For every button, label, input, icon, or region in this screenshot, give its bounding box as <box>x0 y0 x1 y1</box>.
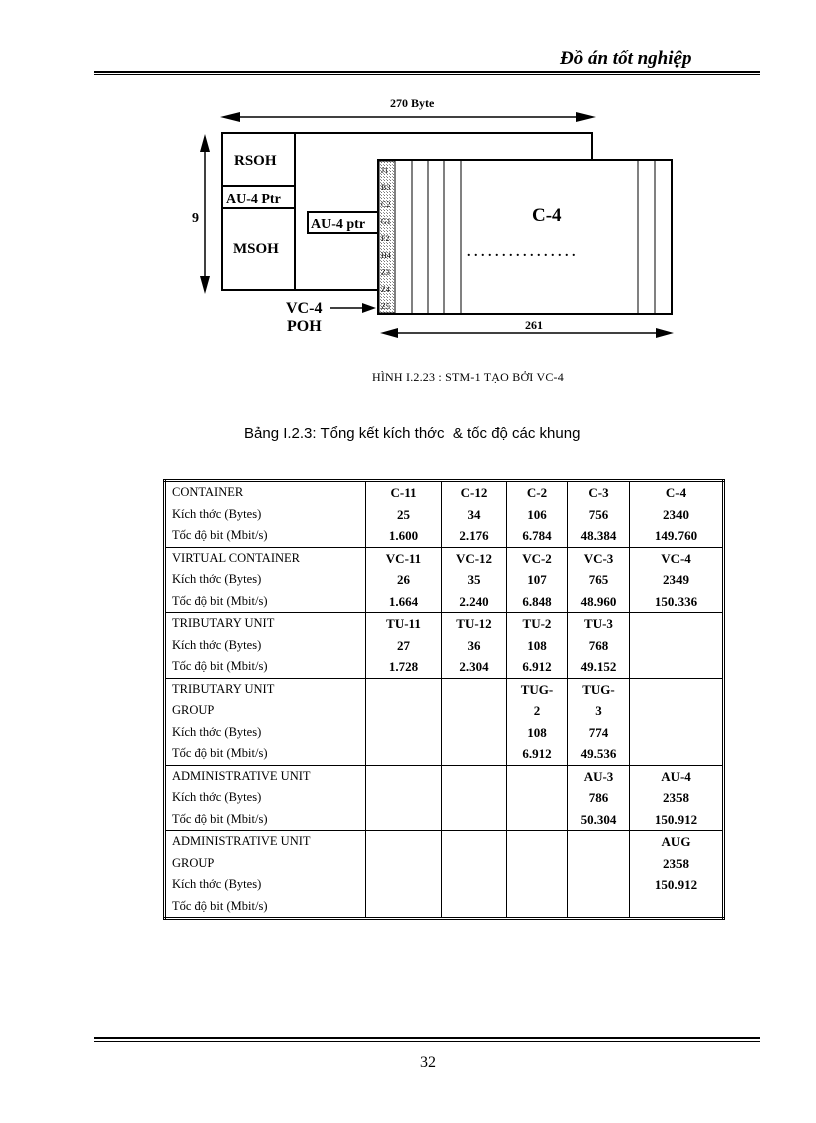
cell-value: TUG- <box>520 681 554 697</box>
row-label: Tốc độ bit (Mbit/s) <box>172 528 268 542</box>
cell-value: C-11 <box>390 485 417 500</box>
cell-value: 786 <box>588 790 609 805</box>
stm1-frame-diagram <box>0 0 816 360</box>
cell-value: 35 <box>467 572 481 587</box>
row-label: Kích thớc (Bytes) <box>172 877 262 891</box>
row-label: Tốc độ bit (Mbit/s) <box>172 746 268 760</box>
row-label: Kích thớc (Bytes) <box>172 724 262 739</box>
cell-value: 106 <box>527 506 547 522</box>
cell-value: 2358 <box>663 855 689 871</box>
cell-value: C-12 <box>460 485 488 500</box>
value-cell <box>630 481 724 548</box>
au4-ptr-label: AU-4 Ptr <box>226 192 281 207</box>
cell-value: 1.664 <box>388 593 419 609</box>
cell-value: 50.304 <box>580 811 617 827</box>
poh-byte: G1 <box>381 217 391 226</box>
cell-value: TU-3 <box>584 616 613 631</box>
group-heading: VIRTUAL CONTAINER <box>172 550 300 565</box>
row-label: Kích thớc (Bytes) <box>172 637 262 652</box>
cell-value: 48.960 <box>580 593 617 609</box>
value-cell <box>630 547 724 613</box>
cell-value: 150.912 <box>654 811 698 827</box>
cell-value: 149.760 <box>654 528 698 543</box>
value-cell <box>366 547 442 613</box>
value-cell <box>366 678 442 765</box>
cell-value: TU-11 <box>386 616 421 631</box>
width-arrow-left-head <box>220 112 240 122</box>
cell-value: 25 <box>397 506 410 522</box>
value-cell <box>442 481 507 548</box>
cell-value: AUG <box>661 834 691 849</box>
cell-value: TUG- <box>582 681 615 697</box>
cell-value: AU-4 <box>661 768 691 784</box>
value-cell <box>568 613 630 679</box>
payload-arrow-left-head <box>380 328 398 338</box>
cell-value: VC-12 <box>455 550 493 566</box>
cell-value: 49.536 <box>580 746 617 761</box>
cell-value: 150.912 <box>654 877 698 892</box>
cell-value: TU-2 <box>522 616 552 631</box>
table-group-row <box>165 678 724 765</box>
payload-arrow-right-head <box>656 328 674 338</box>
cell-value: 2.304 <box>459 659 489 674</box>
c4-label: C-4 <box>532 205 562 226</box>
row-label: Tốc độ bit (Mbit/s) <box>172 811 268 826</box>
cell-value: 108 <box>527 637 547 653</box>
row-label: Tốc độ bit (Mbit/s) <box>172 593 268 608</box>
cell-value: C-4 <box>665 485 687 500</box>
row-label: GROUP <box>172 703 215 717</box>
cell-value: 768 <box>588 637 609 653</box>
poh-byte: J1 <box>381 166 389 175</box>
table-group-row <box>165 765 724 831</box>
value-cell <box>507 481 568 548</box>
row-label: Tốc độ bit (Mbit/s) <box>172 659 268 673</box>
rows-arrow-bottom-head <box>200 276 210 294</box>
value-cell <box>630 678 724 765</box>
cell-value: 2 <box>533 703 541 718</box>
cell-value: 150.336 <box>654 593 698 609</box>
value-cell <box>568 547 630 613</box>
vc4-frame <box>378 160 672 314</box>
row-label-cell <box>165 678 366 765</box>
group-heading: TRIBUTARY UNIT <box>172 681 275 696</box>
value-cell <box>442 613 507 679</box>
cell-value: 2.240 <box>459 593 489 609</box>
poh-pointer-head <box>362 303 376 313</box>
row-label-cell <box>165 481 366 548</box>
page-number: 32 <box>420 1054 436 1071</box>
row-label: Kích thớc (Bytes) <box>172 506 262 521</box>
rows-arrow-top-head <box>200 134 210 152</box>
cell-value: 2340 <box>663 506 689 522</box>
poh-byte: F2 <box>381 234 390 243</box>
value-cell <box>630 831 724 919</box>
cell-value: C-3 <box>588 485 609 500</box>
au4-ptr-inner-label: AU-4 ptr <box>311 217 366 232</box>
poh-byte: Z5 <box>381 302 390 311</box>
group-heading: CONTAINER <box>172 485 244 499</box>
value-cell <box>568 678 630 765</box>
cell-value: TU-12 <box>456 616 492 631</box>
table-group-row <box>165 831 724 919</box>
cell-value: 6.848 <box>522 593 552 609</box>
row-label-cell <box>165 547 366 613</box>
cell-value: 6.784 <box>522 528 552 543</box>
cell-value: 756 <box>588 506 609 522</box>
group-heading: TRIBUTARY UNIT <box>172 616 275 630</box>
vc4-poh-label-line2: POH <box>287 318 322 335</box>
cell-value: 1.600 <box>388 528 419 543</box>
value-cell <box>442 678 507 765</box>
cell-value: 36 <box>467 637 481 653</box>
msoh-label: MSOH <box>233 241 279 257</box>
cell-value: 2.176 <box>459 528 489 543</box>
poh-byte-labels <box>381 166 391 311</box>
group-heading: ADMINISTRATIVE UNIT <box>172 834 311 848</box>
value-cell <box>366 613 442 679</box>
value-cell <box>630 765 724 831</box>
value-cell <box>442 765 507 831</box>
width-arrow-right-head <box>576 112 596 122</box>
width-label: 270 Byte <box>390 96 435 110</box>
footer-rule <box>94 1037 760 1039</box>
poh-byte: B3 <box>381 183 391 192</box>
row-label: Kích thớc (Bytes) <box>172 790 262 804</box>
frame-summary-table <box>163 479 725 920</box>
cell-value: 6.912 <box>522 659 552 674</box>
cell-value: AU-3 <box>583 768 614 784</box>
table-group-row <box>165 547 724 613</box>
value-cell <box>630 613 724 679</box>
value-cell <box>507 547 568 613</box>
vc4-poh-label-line1: VC-4 <box>286 300 323 317</box>
cell-value: 26 <box>397 572 410 587</box>
value-cell <box>366 481 442 548</box>
value-cell <box>507 831 568 919</box>
cell-value: 108 <box>527 724 547 740</box>
cell-value: 765 <box>588 572 609 587</box>
cell-value: 6.912 <box>522 746 552 761</box>
value-cell <box>568 831 630 919</box>
payload-width-label: 261 <box>525 318 543 332</box>
table-group-row <box>165 613 724 679</box>
value-cell <box>507 765 568 831</box>
footer-rule-thin <box>94 1041 760 1042</box>
value-cell <box>507 613 568 679</box>
poh-byte: Z4 <box>381 285 390 294</box>
cell-value: 3 <box>595 703 602 718</box>
value-cell <box>442 831 507 919</box>
poh-byte: Z3 <box>381 268 390 277</box>
value-cell <box>568 765 630 831</box>
row-label: Kích thớc (Bytes) <box>172 572 262 586</box>
row-label: Tốc độ bit (Mbit/s) <box>172 898 268 913</box>
cell-value: 48.384 <box>580 528 617 543</box>
value-cell <box>442 547 507 613</box>
cell-value: 2358 <box>663 790 689 805</box>
cell-value: 27 <box>397 637 410 653</box>
rows-label: 9 <box>192 211 199 226</box>
payload-dots: . . . . . . . . . . . . . . . . <box>467 245 576 260</box>
document-header-title: Đồ án tốt nghiệp <box>560 48 692 69</box>
value-cell <box>507 678 568 765</box>
cell-value: VC-3 <box>583 550 614 566</box>
value-cell <box>366 765 442 831</box>
rsoh-label: RSOH <box>234 153 277 169</box>
cell-value: VC-11 <box>385 550 422 566</box>
row-label-cell <box>165 765 366 831</box>
cell-value: 49.152 <box>580 659 617 674</box>
table-title: Bảng I.2.3: Tổng kết kích thớc & tốc độ các khung <box>244 425 581 442</box>
cell-value: 1.728 <box>388 659 419 674</box>
cell-value: 34 <box>467 506 481 522</box>
cell-value: 107 <box>527 572 547 587</box>
cell-value: VC-2 <box>522 550 552 566</box>
row-label-cell <box>165 613 366 679</box>
row-label: GROUP <box>172 855 215 870</box>
group-heading: ADMINISTRATIVE UNIT <box>172 768 311 783</box>
cell-value: C-2 <box>526 485 548 500</box>
cell-value: 774 <box>588 724 609 740</box>
value-cell <box>366 831 442 919</box>
table-group-row <box>165 481 724 548</box>
row-label-cell <box>165 831 366 919</box>
cell-value: VC-4 <box>661 550 691 566</box>
cell-value: 2349 <box>663 572 689 587</box>
poh-byte: C2 <box>381 200 391 209</box>
figure-caption: HÌNH I.2.23 : STM-1 TẠO BỞI VC-4 <box>372 370 564 384</box>
value-cell <box>568 481 630 548</box>
poh-byte: H4 <box>381 251 391 260</box>
